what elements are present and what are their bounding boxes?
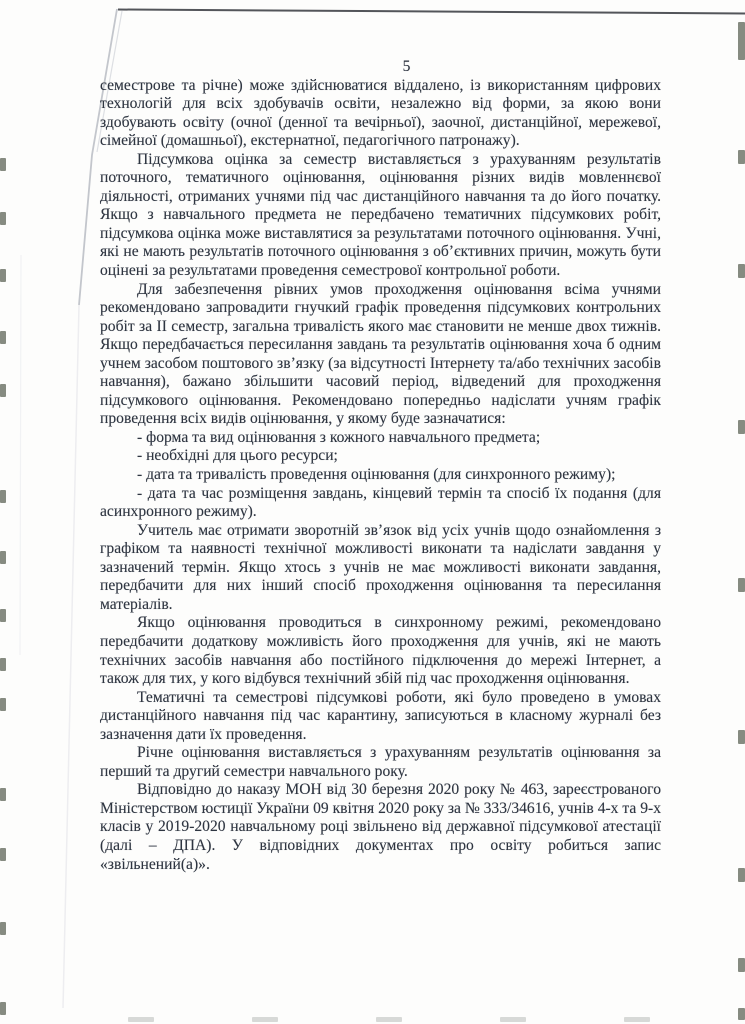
scan-mark bbox=[738, 730, 745, 744]
paragraph: Підсумкова оцінка за семестр виставляється з урахуванням результатів поточного, тематичного оцінювання, оцінювання різних видів мовленнєвої діяльності, отриманих учнями під час дистанційного навчання та до його початку. Якщо з навчального предмета не передбачено тематичних підсумкових робіт, підсумкова оцінка може виставлятися за результатами поточного оцінювання. Учні, які не мають результатів поточного оцінювання з об’єктивних причин, можуть бути оцінені за результатами проведення семестрової контрольної роботи. bbox=[100, 150, 661, 280]
scan-mark bbox=[738, 578, 745, 592]
scan-mark bbox=[0, 848, 6, 861]
scan-mark bbox=[738, 264, 745, 278]
list-item: - необхідні для цього ресурси; bbox=[137, 447, 338, 465]
scan-mark bbox=[128, 1017, 154, 1022]
scan-mark bbox=[0, 331, 6, 344]
scan-mark bbox=[738, 420, 745, 434]
paragraph: Для забезпечення рівних умов проходження оцінювання всіма учнями рекомендовано запровадити гнучкий графік проведення підсумкових контрольних робіт за II семестр, загальна тривалість якого має становити не менше двох тижнів. Якщо передбачається пересилання завдань та результатів оцінювання хоча б одним учнем засобом поштового зв’язку (за відсутності Інтернету та/або технічних засобів навчання), бажано збільшити часовий період, відведений для проходження підсумкового оцінювання. Рекомендовано попередньо надіслати учням графік проведення всіх видів оцінювання, у якому буде зазначатися: bbox=[100, 280, 661, 428]
scan-mark bbox=[0, 551, 6, 564]
paragraph-continuation: семестрове та річне) може здійснюватися віддалено, із використанням цифрових технологій для всіх здобувачів освіти, незалежно від форми, за якою вони здобувають освіту (очної (денної та вечірньої), заочної, дистанційної, мережевої, сімейної (домашньої), екстернатної, педагогічного патронажу). bbox=[100, 76, 661, 150]
scan-mark bbox=[0, 158, 6, 171]
scan-mark bbox=[0, 658, 6, 671]
scan-mark bbox=[0, 922, 6, 935]
list-item: - форма та вид оцінювання з кожного навчального предмета; bbox=[137, 428, 541, 446]
scan-top-edge-line bbox=[118, 10, 745, 14]
scan-mark bbox=[738, 958, 745, 972]
list-item: - дата та час розміщення завдань, кінцевий термін та спосіб їх подання (для асинхронного режиму). bbox=[100, 484, 661, 521]
scan-mark bbox=[0, 384, 6, 397]
document-body bbox=[100, 58, 661, 874]
paragraph: Річне оцінювання виставляється з урахуванням результатів оцінювання за перший та другий семестри навчального року. bbox=[100, 744, 661, 780]
scan-mark bbox=[0, 698, 6, 711]
scan-mark bbox=[0, 490, 6, 503]
scan-mark bbox=[0, 609, 6, 622]
scan-mark bbox=[0, 212, 6, 225]
list-item: - дата та тривалість проведення оцінювання (для синхронного режиму); bbox=[137, 466, 616, 484]
scan-mark bbox=[738, 868, 745, 882]
scan-mark bbox=[624, 1017, 650, 1022]
scan-mark bbox=[252, 1017, 278, 1022]
page-number: 5 bbox=[402, 58, 411, 75]
paragraph: Якщо оцінювання проводиться в синхронному режимі, рекомендовано передбачити додаткову можливість його проходження для учнів, які не мають технічних засобів навчання або постійного підключення до мережі Інтернет, а також для тих, у кого відбувся технічний збій під час проходження оцінювання. bbox=[100, 614, 661, 688]
paragraph: Учитель має отримати зворотній зв’язок від усіх учнів щодо ознайомлення з графіком та наявності технічної можливості виконати та надіслати завдання у зазначений термін. Якщо хтось з учнів не має можливості виконати завдання, передбачити для них інший спосіб проходження оцінювання та пересилання матеріалів. bbox=[100, 521, 661, 613]
scan-mark bbox=[738, 150, 745, 164]
scan-mark bbox=[0, 788, 6, 801]
scan-faint-line bbox=[20, 255, 21, 655]
scan-mark bbox=[376, 1017, 402, 1022]
scan-mark bbox=[738, 1008, 745, 1020]
scan-mark bbox=[500, 1017, 526, 1022]
page-left-edge-line bbox=[63, 305, 79, 1008]
paragraph: Відповідно до наказу МОН від 30 березня 2020 року № 463, зареєстрованого Міністерством юстиції України 09 квітня 2020 року за № 333/34616, учнів 4-х та 9-х класів у 2019-2020 навчальному році звільнено від державної підсумкової атестації (далі – ДПА). У відповідних документах про освіту робиться запис «звільнений(а)». bbox=[100, 781, 661, 873]
scan-mark bbox=[0, 269, 6, 282]
paragraph: Тематичні та семестрові підсумкові роботи, які було проведено в умовах дистанційного навчання під час карантину, записуються в класному журналі без зазначення дати їх проведення. bbox=[100, 688, 661, 743]
scan-mark bbox=[0, 1002, 6, 1015]
scan-mark bbox=[738, 22, 745, 60]
